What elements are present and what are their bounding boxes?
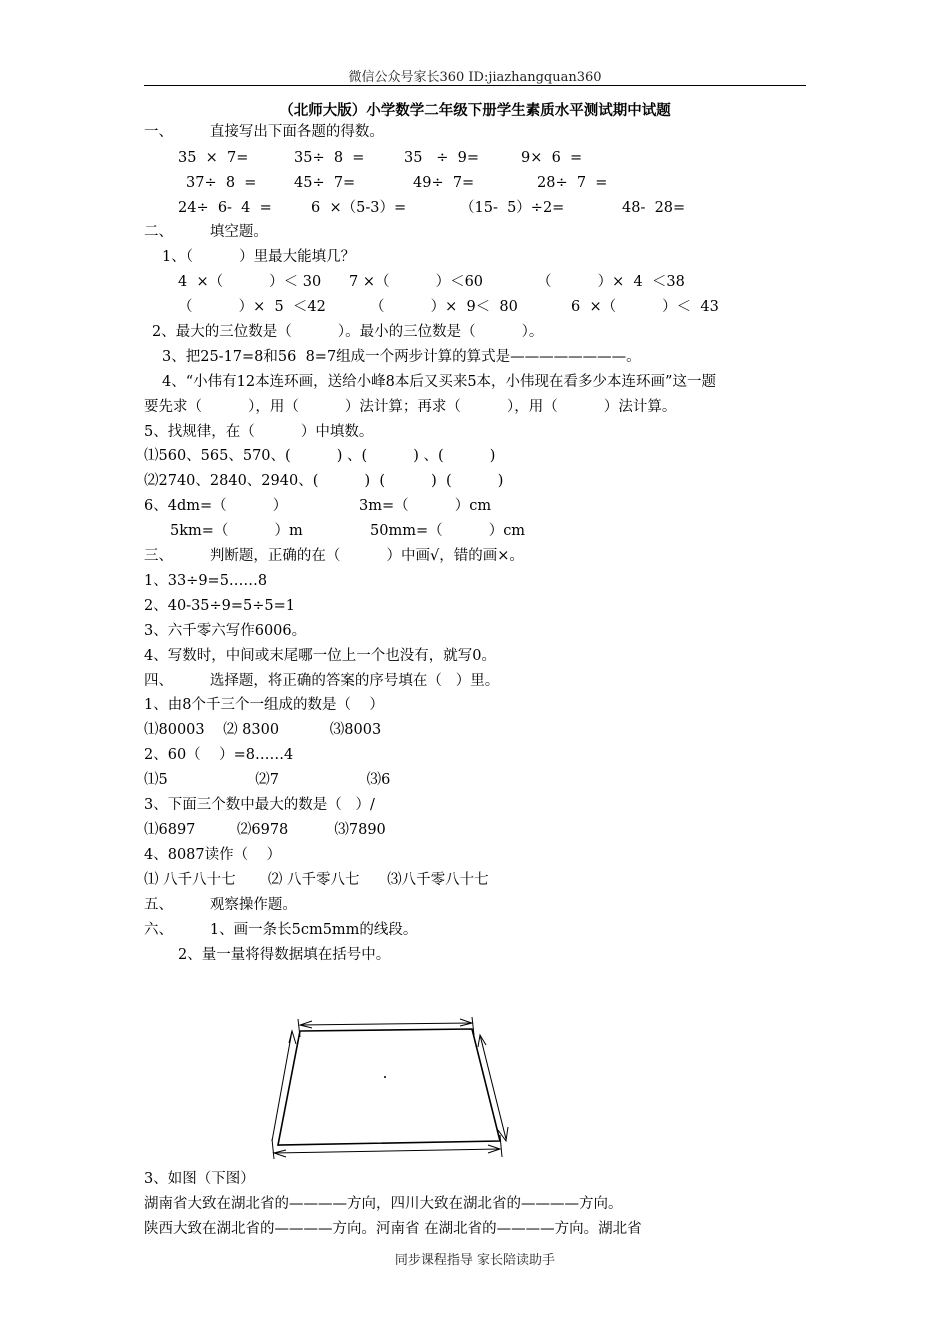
- judge-item: 4、写数时，中间或末尾哪一位上一个也没有，就写0。: [144, 648, 496, 664]
- fill-item: 6 ×（ ）＜ 43: [571, 299, 719, 315]
- question-2-3: 3、把25-17=8和56 8=7组成一个两步计算的算式是————————。: [162, 349, 641, 365]
- question-2-5: 5、找规律，在（ ）中填数。: [144, 424, 374, 440]
- calc-item: 9× 6 =: [521, 150, 583, 166]
- section-4-heading: 四、 选择题，将正确的答案的序号填在（ ）里。: [144, 673, 500, 689]
- header-divider: [144, 85, 806, 86]
- calc-item: （15- 5）÷2=: [460, 200, 565, 216]
- calc-item: 35 ÷ 9=: [404, 150, 480, 166]
- question-6-3: 3、如图（下图）: [144, 1171, 255, 1187]
- page-title: （北师大版）小学数学二年级下册学生素质水平测试期中试题: [279, 102, 671, 119]
- trapezoid-figure: [262, 1015, 517, 1165]
- question-2-4-cont: 要先求（ ），用（ ）法计算；再求（ ），用（ ）法计算。: [144, 399, 677, 415]
- choice-question: 4、8087读作（ ）: [144, 847, 282, 863]
- calc-item: 48- 28=: [622, 200, 686, 216]
- calc-item: 6 ×（5-3）=: [311, 200, 407, 216]
- section-2-heading: 二、 填空题。: [144, 224, 268, 240]
- fill-item: （ ）× 5 ＜42: [178, 299, 326, 315]
- fill-item: （ ）× 4 ＜38: [537, 274, 685, 290]
- choice-question: 2、60（ ）=8……4: [144, 747, 294, 763]
- question-2-1: 1、（ ）里最大能填几？: [162, 249, 356, 265]
- choice-question: 3、下面三个数中最大的数是（ ）/: [144, 797, 375, 813]
- section-5-heading: 五、 观察操作题。: [144, 897, 297, 913]
- question-2-2: 2、最大的三位数是（ ）。最小的三位数是（ ）。: [152, 324, 544, 340]
- pattern-2: ⑵2740、2840、2940、( ) ( ) ( ): [144, 473, 504, 489]
- fill-item: （ ）× 9＜ 80: [370, 299, 518, 315]
- calc-item: 24÷ 6- 4 =: [178, 200, 272, 216]
- calc-item: 49÷ 7=: [413, 175, 475, 191]
- choice-options: ⑴80003 ⑵ 8300 ⑶8003: [144, 722, 382, 738]
- fill-item: 4 ×（ ）＜ 30: [178, 274, 322, 290]
- choice-options: ⑴6897 ⑵6978 ⑶7890: [144, 822, 386, 838]
- section-6-heading: 六、 1、画一条长5cm5mm的线段。: [144, 922, 418, 938]
- judge-item: 1、33÷9=5……8: [144, 573, 268, 589]
- section-3-heading: 三、 判断题，正确的在（ ）中画√，错的画×。: [144, 548, 524, 564]
- question-6-2: 2、量一量将得数据填在括号中。: [178, 947, 391, 963]
- calc-item: 35÷ 8 =: [294, 150, 365, 166]
- question-2-4: 4、“小伟有12本连环画，送给小峰8本后又买来5本，小伟现在看多少本连环画”这一题: [162, 374, 716, 390]
- choice-options: ⑴5 ⑵7 ⑶6: [144, 772, 391, 788]
- calc-item: 35 × 7=: [178, 150, 249, 166]
- choice-question: 1、由8个千三个一组成的数是（ ）: [144, 697, 384, 713]
- judge-item: 3、六千零六写作6006。: [144, 623, 307, 639]
- page-footer: 同步课程指导 家长陪读助手: [394, 1253, 556, 1268]
- section-1-heading: 一、 直接写出下面各题的得数。: [144, 124, 384, 140]
- page-header: 微信公众号家长360 ID:jiazhangquan360: [348, 70, 602, 85]
- calc-item: 45÷ 7=: [294, 175, 356, 191]
- direction-line: 陕西大致在湖北省的————方向。河南省 在湖北省的————方向。湖北省: [144, 1221, 642, 1237]
- fill-item: 7 ×（ ）＜60: [349, 274, 484, 290]
- unit-convert: 50mm=（ ）cm: [370, 523, 526, 539]
- unit-convert: 3m=（ ）cm: [359, 498, 492, 514]
- pattern-1: ⑴560、565、570、( ) 、( ) 、( ): [144, 448, 496, 464]
- unit-convert: 6、4dm=（ ）: [144, 498, 288, 514]
- direction-line: 湖南省大致在湖北省的————方向，四川大致在湖北省的————方向。: [144, 1196, 623, 1212]
- choice-options: ⑴ 八千八十七 ⑵ 八千零八七 ⑶八千零八十七: [144, 872, 489, 888]
- calc-item: 28÷ 7 =: [537, 175, 608, 191]
- calc-item: 37÷ 8 =: [186, 175, 257, 191]
- judge-item: 2、40-35÷9=5÷5=1: [144, 598, 296, 614]
- unit-convert: 5km=（ ）m: [170, 523, 303, 539]
